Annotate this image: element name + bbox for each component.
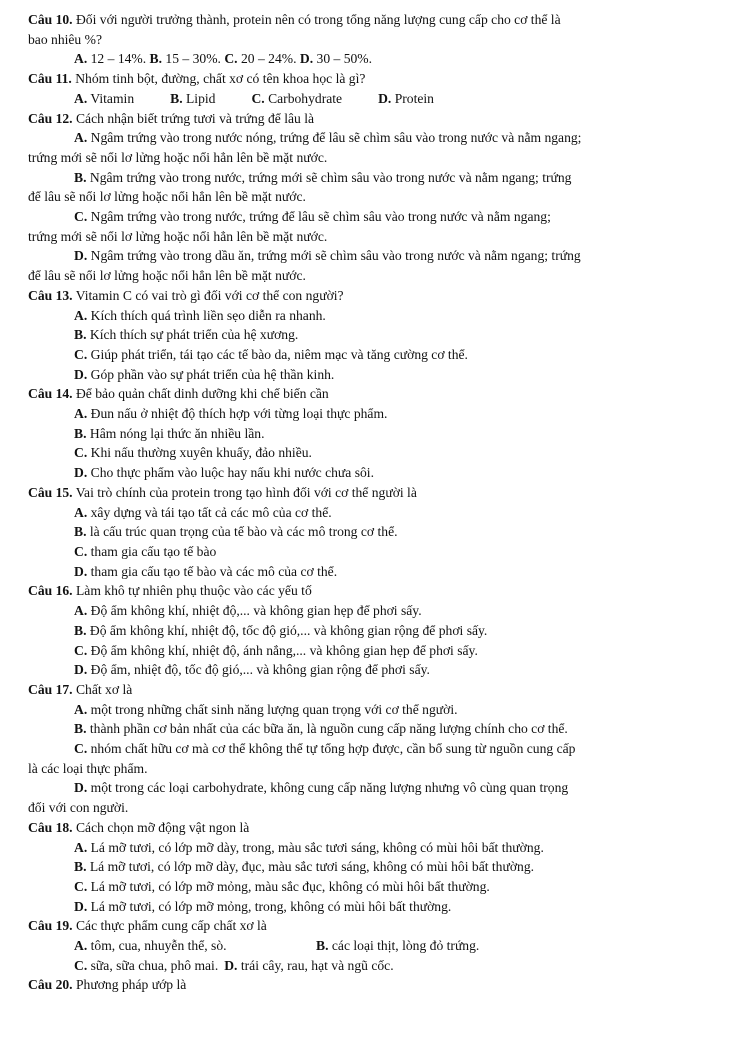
option-text: Độ ẩm không khí, nhiệt độ, tốc độ gió,... và không gian rộng để phơi sấy. <box>89 622 488 638</box>
option-text: các loại thịt, lòng đỏ trứng. <box>331 938 480 954</box>
option-text: Lá mỡ tươi, có lớp mỡ dày, trong, màu sắc tươi sáng, không có mùi hôi bất thường. <box>90 839 544 855</box>
answer-option[interactable] <box>28 700 718 720</box>
option-letter: D. <box>74 780 88 796</box>
answer-option[interactable] <box>28 246 718 266</box>
option-text: 20 – 24%. <box>240 51 297 67</box>
question-number: Câu 12. <box>28 110 73 126</box>
answer-option[interactable] <box>28 443 718 463</box>
option-text: Khi nấu thường xuyên khuấy, đảo nhiều. <box>90 445 312 461</box>
option-text: Độ ẩm không khí, nhiệt độ,... và không gian hẹp để phơi sấy. <box>90 603 422 619</box>
option-text: một trong các loại carbohydrate, không cung cấp năng lượng nhưng vô cùng quan trọng <box>90 780 569 796</box>
question-stem <box>28 10 718 30</box>
option-letter: D. <box>74 898 88 914</box>
answer-option[interactable] <box>28 739 718 759</box>
answer-option[interactable] <box>28 168 718 188</box>
option-text: Protein <box>394 90 434 106</box>
option-text: Hâm nóng lại thức ăn nhiều lần. <box>89 425 265 441</box>
answer-options-row <box>28 936 718 956</box>
answer-option[interactable] <box>28 207 718 227</box>
question-text: Chất xơ là <box>75 681 133 697</box>
answer-option[interactable] <box>28 562 718 582</box>
option-text: trái cây, rau, hạt và ngũ cốc. <box>240 957 394 973</box>
option-text: nhóm chất hữu cơ mà cơ thể không thể tự tổng hợp được, cần bổ sung từ nguồn cung cấp <box>90 741 576 757</box>
answer-option[interactable] <box>28 838 718 858</box>
question-text: Làm khô tự nhiên phụ thuộc vào các yếu tố <box>75 583 312 599</box>
answer-options-row <box>28 956 718 976</box>
option-text: xây dựng và tái tạo tất cả các mô của cơ thể. <box>90 504 332 520</box>
option-letter: D. <box>74 248 88 264</box>
answer-options-row <box>28 89 718 109</box>
option-text: Ngâm trứng vào trong nước, trứng mới sẽ chìm sâu vào trong nước và nằm ngang; trứng <box>89 169 572 185</box>
question-number: Câu 14. <box>28 386 73 402</box>
option-text: Kích thích quá trình liền sẹo diễn ra nhanh. <box>90 307 326 323</box>
option-letter: A. <box>74 307 88 323</box>
option-text: Lipid <box>186 90 216 106</box>
option-text: Ngâm trứng vào trong nước, trứng để lâu sẽ chìm sâu vào trong nước và nằm ngang; <box>90 209 551 225</box>
answer-option[interactable] <box>28 719 718 739</box>
answer-option[interactable] <box>28 660 718 680</box>
option-letter: B. <box>74 169 87 185</box>
option-letter: B. <box>74 859 87 875</box>
option-text: Giúp phát triển, tái tạo các tế bào da, niêm mạc và tăng cường cơ thể. <box>90 346 468 362</box>
answer-option[interactable] <box>28 621 718 641</box>
answer-option[interactable] <box>28 503 718 523</box>
option-letter: D. <box>74 563 88 579</box>
question-text: Để bảo quản chất dinh dưỡng khi chế biến cần <box>75 386 329 402</box>
answer-option[interactable] <box>28 542 718 562</box>
question-stem <box>28 581 718 601</box>
option-text: 12 – 14%. <box>90 51 147 67</box>
question-stem <box>28 286 718 306</box>
option-letter: D. <box>74 662 88 678</box>
option-letter: D. <box>74 465 88 481</box>
answer-option[interactable] <box>28 404 718 424</box>
question-number: Câu 19. <box>28 918 73 934</box>
answer-option[interactable] <box>28 641 718 661</box>
option-text: Ngâm trứng vào trong dầu ăn, trứng mới sẽ chìm sâu vào trong nước và nằm ngang; trứng <box>90 248 581 264</box>
answer-option[interactable] <box>74 51 146 66</box>
answer-option[interactable] <box>170 91 215 106</box>
option-letter: B. <box>316 938 329 954</box>
option-letter: C. <box>74 543 88 559</box>
option-letter: B. <box>74 721 87 737</box>
option-text: Lá mỡ tươi, có lớp mỡ mỏng, màu sắc đục, không có mùi hôi bất thường. <box>90 878 490 894</box>
answer-option[interactable] <box>28 365 718 385</box>
question-number: Câu 10. <box>28 12 73 27</box>
option-text: 30 – 50%. <box>316 51 373 67</box>
option-letter: C. <box>74 346 88 362</box>
question-text: Cách chọn mỡ động vật ngon là <box>75 819 250 835</box>
answer-option[interactable] <box>74 956 218 976</box>
answer-option[interactable] <box>28 345 718 365</box>
option-text-continued: để lâu sẽ nổi lơ lửng hoặc nổi hẳn lên bề mặt nước. <box>28 268 306 284</box>
option-letter: C. <box>74 741 88 757</box>
question-stem <box>28 818 718 838</box>
option-text: là cấu trúc quan trọng của tế bào và các mô trong cơ thể. <box>89 524 398 540</box>
option-letter: B. <box>74 524 87 540</box>
answer-option[interactable] <box>28 325 718 345</box>
answer-option[interactable] <box>28 463 718 483</box>
answer-option[interactable] <box>28 522 718 542</box>
question-stem <box>28 975 718 995</box>
answer-option[interactable] <box>28 778 718 798</box>
option-letter: B. <box>170 90 183 106</box>
question-text: Đối với người trưởng thành, protein nên có trong tổng năng lượng cung cấp cho cơ thể là <box>75 12 561 27</box>
question-stem <box>28 109 718 129</box>
option-letter: A. <box>74 839 88 855</box>
option-letter: C. <box>224 51 238 67</box>
question-text: Phương pháp ướp là <box>75 977 187 993</box>
option-text: Vitamin <box>90 90 135 106</box>
option-letter: A. <box>74 504 88 520</box>
answer-option[interactable] <box>28 897 718 917</box>
question-text: Nhóm tinh bột, đường, chất xơ có tên khoa học là gì? <box>75 71 366 87</box>
option-letter: A. <box>74 406 88 422</box>
question-text: Cách nhận biết trứng tươi và trứng để lâu là <box>75 110 315 126</box>
question-text: Vai trò chính của protein trong tạo hình đối với cơ thể người là <box>75 484 417 500</box>
option-letter: C. <box>74 878 88 894</box>
answer-option[interactable] <box>150 51 221 66</box>
answer-option[interactable] <box>224 51 296 66</box>
question-text-continued: bao nhiêu %? <box>28 31 102 47</box>
option-letter: A. <box>74 90 88 106</box>
question-text: Vitamin C có vai trò gì đối với cơ thể con người? <box>75 287 344 303</box>
option-text: Kích thích sự phát triển của hệ xương. <box>89 327 299 343</box>
option-letter: C. <box>74 445 88 461</box>
option-text: tham gia cấu tạo tế bào <box>90 543 217 559</box>
option-letter: D. <box>299 51 314 67</box>
option-letter: B. <box>74 327 87 343</box>
option-text: Độ ẩm, nhiệt độ, tốc độ gió,... và không gian rộng để phơi sấy. <box>90 662 430 678</box>
question-stem <box>28 680 718 700</box>
option-letter: D. <box>224 957 238 973</box>
option-text: Góp phần vào sự phát triển của hệ thần kinh. <box>90 366 335 382</box>
option-letter: C. <box>251 90 265 106</box>
answer-option[interactable] <box>316 938 479 953</box>
answer-option[interactable] <box>28 424 718 444</box>
option-letter: C. <box>74 642 88 658</box>
option-letter: B. <box>149 51 163 67</box>
option-text-continued: trứng mới sẽ nổi lơ lửng hoặc nổi hẳn lên bề mặt nước. <box>28 149 328 165</box>
answer-option[interactable] <box>28 877 718 897</box>
question-number: Câu 18. <box>28 819 73 835</box>
option-text: 15 – 30%. <box>165 51 221 67</box>
answer-option[interactable] <box>224 958 393 973</box>
answer-option[interactable] <box>28 306 718 326</box>
option-letter: A. <box>74 130 88 146</box>
option-letter: B. <box>74 622 87 638</box>
option-text-continued: để lâu sẽ nổi lơ lửng hoặc nổi hẳn lên bề mặt nước. <box>28 189 306 205</box>
option-text: tham gia cấu tạo tế bào và các mô của cơ thể. <box>90 563 338 579</box>
question-stem <box>28 916 718 936</box>
answer-option[interactable] <box>378 91 434 106</box>
option-text: Đun nấu ở nhiệt độ thích hợp với từng loại thực phẩm. <box>90 406 388 422</box>
question-number: Câu 20. <box>28 977 73 993</box>
option-text: Độ ẩm không khí, nhiệt độ, ánh nắng,... và không gian hẹp để phơi sấy. <box>90 642 478 658</box>
answer-option[interactable] <box>74 936 316 956</box>
option-text: thành phần cơ bản nhất của các bữa ăn, là nguồn cung cấp năng lượng chính cho cơ thể. <box>89 721 568 737</box>
question-stem <box>28 384 718 404</box>
question-number: Câu 15. <box>28 484 73 500</box>
answer-option[interactable] <box>28 601 718 621</box>
option-letter: A. <box>74 701 88 717</box>
answer-option[interactable] <box>74 91 134 106</box>
answer-option[interactable] <box>300 51 372 66</box>
option-letter: A. <box>74 51 88 67</box>
answer-option[interactable] <box>28 857 718 877</box>
question-number: Câu 17. <box>28 681 73 697</box>
option-letter: B. <box>74 425 87 441</box>
question-stem <box>28 483 718 503</box>
question-text: Các thực phẩm cung cấp chất xơ là <box>75 918 267 934</box>
option-text-continued: đối với con người. <box>28 800 129 816</box>
question-stem <box>28 69 718 89</box>
option-letter: C. <box>74 209 88 225</box>
option-letter: A. <box>74 938 88 954</box>
option-text: Carbohydrate <box>268 90 343 106</box>
option-text: một trong những chất sinh năng lượng quan trọng với cơ thể người. <box>90 701 458 717</box>
option-letter: A. <box>74 603 88 619</box>
option-text: Lá mỡ tươi, có lớp mỡ dày, đục, màu sắc tươi sáng, không có mùi hôi bất thường. <box>89 859 535 875</box>
option-letter: C. <box>74 957 88 973</box>
option-text: Ngâm trứng vào trong nước nóng, trứng để lâu sẽ chìm sâu vào trong nước và nằm ngang; <box>90 130 582 146</box>
answer-option[interactable] <box>251 91 342 106</box>
option-text-continued: trứng mới sẽ nổi lơ lửng hoặc nổi hẳn lên bề mặt nước. <box>28 228 328 244</box>
option-letter: D. <box>74 366 88 382</box>
option-text: tôm, cua, nhuyễn thể, sò. <box>90 938 227 954</box>
answer-option[interactable] <box>28 128 718 148</box>
option-letter: D. <box>378 90 392 106</box>
answer-options-row <box>28 49 718 69</box>
option-text: Cho thực phẩm vào luộc hay nấu khi nước chưa sôi. <box>90 465 374 481</box>
option-text: Lá mỡ tươi, có lớp mỡ mỏng, trong, không có mùi hôi bất thường. <box>90 898 452 914</box>
question-number: Câu 16. <box>28 583 73 599</box>
question-number: Câu 13. <box>28 287 73 303</box>
option-text-continued: là các loại thực phẩm. <box>28 760 148 776</box>
question-number: Câu 11. <box>28 71 72 87</box>
option-text: sữa, sữa chua, phô mai. <box>90 957 219 973</box>
